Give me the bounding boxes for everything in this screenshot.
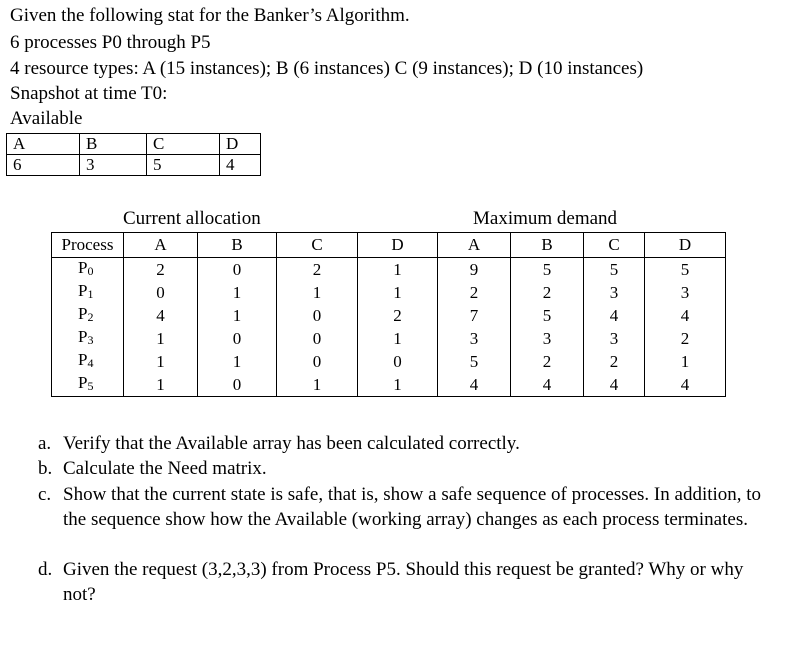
cell-max-c: 4: [584, 373, 645, 397]
process-name: P: [78, 327, 88, 346]
header-process: Process: [52, 233, 124, 258]
cell-alloc-d: 1: [358, 373, 438, 397]
header-max-c: C: [584, 233, 645, 258]
cell-alloc-b: 1: [198, 304, 277, 327]
process-name: P: [78, 373, 88, 392]
maximum-demand-caption: Maximum demand: [473, 208, 618, 229]
header-alloc-d: D: [358, 233, 438, 258]
header-alloc-c: C: [277, 233, 358, 258]
cell-max-c: 3: [584, 327, 645, 350]
cell-alloc-b: 0: [198, 373, 277, 397]
cell-alloc-c: 1: [277, 281, 358, 304]
cell-max-b: 2: [511, 281, 584, 304]
cell-max-c: 3: [584, 281, 645, 304]
table-row: [52, 281, 726, 304]
cell-alloc-b: 0: [198, 327, 277, 350]
cell-max-d: 2: [645, 327, 726, 350]
cell-max-d: 5: [645, 258, 726, 282]
process-index: 5: [87, 379, 94, 393]
cell-alloc-c: 0: [277, 350, 358, 373]
question-d: [38, 557, 763, 607]
question-a: [38, 431, 763, 456]
cell-max-b: 4: [511, 373, 584, 397]
cell-alloc-a: 1: [124, 327, 198, 350]
table-row: [52, 373, 726, 397]
header-max-b: B: [511, 233, 584, 258]
process-name-cell: [52, 281, 124, 304]
cell-alloc-a: 4: [124, 304, 198, 327]
available-header-a: A: [7, 134, 80, 155]
cell-alloc-a: 0: [124, 281, 198, 304]
cell-max-a: 3: [438, 327, 511, 350]
available-header-d: D: [220, 134, 261, 155]
intro-line-2: 6 processes P0 through P5: [10, 32, 211, 53]
cell-alloc-d: 1: [358, 327, 438, 350]
cell-max-c: 2: [584, 350, 645, 373]
header-max-a: A: [438, 233, 511, 258]
cell-alloc-d: 1: [358, 281, 438, 304]
cell-max-d: 1: [645, 350, 726, 373]
cell-max-a: 2: [438, 281, 511, 304]
header-alloc-a: A: [124, 233, 198, 258]
available-header-row: [7, 134, 261, 155]
process-index: 0: [87, 264, 94, 278]
cell-max-a: 4: [438, 373, 511, 397]
cell-max-a: 9: [438, 258, 511, 282]
question-b-text: Calculate the Need matrix.: [63, 458, 267, 479]
process-index: 1: [87, 287, 94, 301]
process-name: P: [78, 281, 88, 300]
cell-alloc-b: 1: [198, 281, 277, 304]
question-a-label: a.: [38, 433, 52, 454]
available-header-c: C: [147, 134, 220, 155]
cell-alloc-d: 0: [358, 350, 438, 373]
cell-alloc-a: 1: [124, 373, 198, 397]
available-value-a: 6: [7, 155, 80, 176]
question-c: [38, 482, 763, 557]
cell-max-a: 5: [438, 350, 511, 373]
available-table: [6, 133, 261, 176]
available-value-c: 5: [147, 155, 220, 176]
available-values-row: [7, 155, 261, 176]
available-header-b: B: [80, 134, 147, 155]
cell-alloc-d: 1: [358, 258, 438, 282]
question-a-text: Verify that the Available array has been calculated correctly.: [63, 433, 520, 454]
cell-alloc-c: 1: [277, 373, 358, 397]
process-index: 4: [87, 356, 94, 370]
question-c-text: Show that the current state is safe, that is, show a safe sequence of processes. In addition, to the sequence show how the Available (working array) changes as each process terminates.: [63, 484, 762, 530]
intro-line-4: Snapshot at time T0:: [10, 83, 168, 104]
available-value-b: 3: [80, 155, 147, 176]
cell-alloc-a: 1: [124, 350, 198, 373]
cell-max-d: 4: [645, 373, 726, 397]
process-name-cell: [52, 327, 124, 350]
cell-alloc-b: 1: [198, 350, 277, 373]
cell-max-a: 7: [438, 304, 511, 327]
process-name-cell: [52, 373, 124, 397]
question-d-label: d.: [38, 559, 53, 580]
cell-max-c: 4: [584, 304, 645, 327]
cell-max-d: 4: [645, 304, 726, 327]
process-name: P: [78, 350, 88, 369]
cell-max-b: 2: [511, 350, 584, 373]
cell-alloc-c: 0: [277, 327, 358, 350]
cell-max-b: 5: [511, 258, 584, 282]
process-index: 3: [87, 333, 94, 347]
allocation-table: [51, 232, 726, 397]
cell-alloc-a: 2: [124, 258, 198, 282]
process-name-cell: [52, 350, 124, 373]
question-b-label: b.: [38, 458, 53, 479]
question-c-label: c.: [38, 484, 52, 505]
table-row: [52, 304, 726, 327]
cell-max-c: 5: [584, 258, 645, 282]
available-heading: Available: [10, 108, 83, 129]
table-row: [52, 350, 726, 373]
question-d-text: Given the request (3,2,3,3) from Process P5. Should this request be granted? Why or why not?: [63, 559, 744, 605]
cell-alloc-c: 2: [277, 258, 358, 282]
intro-line-3: 4 resource types: A (15 instances); B (6 instances) C (9 instances); D (10 instances): [10, 58, 644, 79]
process-name: P: [78, 258, 88, 277]
process-name: P: [78, 304, 88, 323]
intro-line-1: Given the following stat for the Banker’s Algorithm.: [10, 5, 410, 26]
available-value-d: 4: [220, 155, 261, 176]
process-name-cell: [52, 304, 124, 327]
cell-max-b: 5: [511, 304, 584, 327]
process-name-cell: [52, 258, 124, 282]
cell-alloc-b: 0: [198, 258, 277, 282]
table-row: [52, 327, 726, 350]
process-index: 2: [87, 310, 94, 324]
cell-max-b: 3: [511, 327, 584, 350]
cell-max-d: 3: [645, 281, 726, 304]
question-b: [38, 456, 763, 481]
cell-alloc-c: 0: [277, 304, 358, 327]
table-row: [52, 258, 726, 282]
current-allocation-caption: Current allocation: [123, 208, 261, 229]
header-max-d: D: [645, 233, 726, 258]
allocation-header-row: [52, 233, 726, 258]
header-alloc-b: B: [198, 233, 277, 258]
cell-alloc-d: 2: [358, 304, 438, 327]
